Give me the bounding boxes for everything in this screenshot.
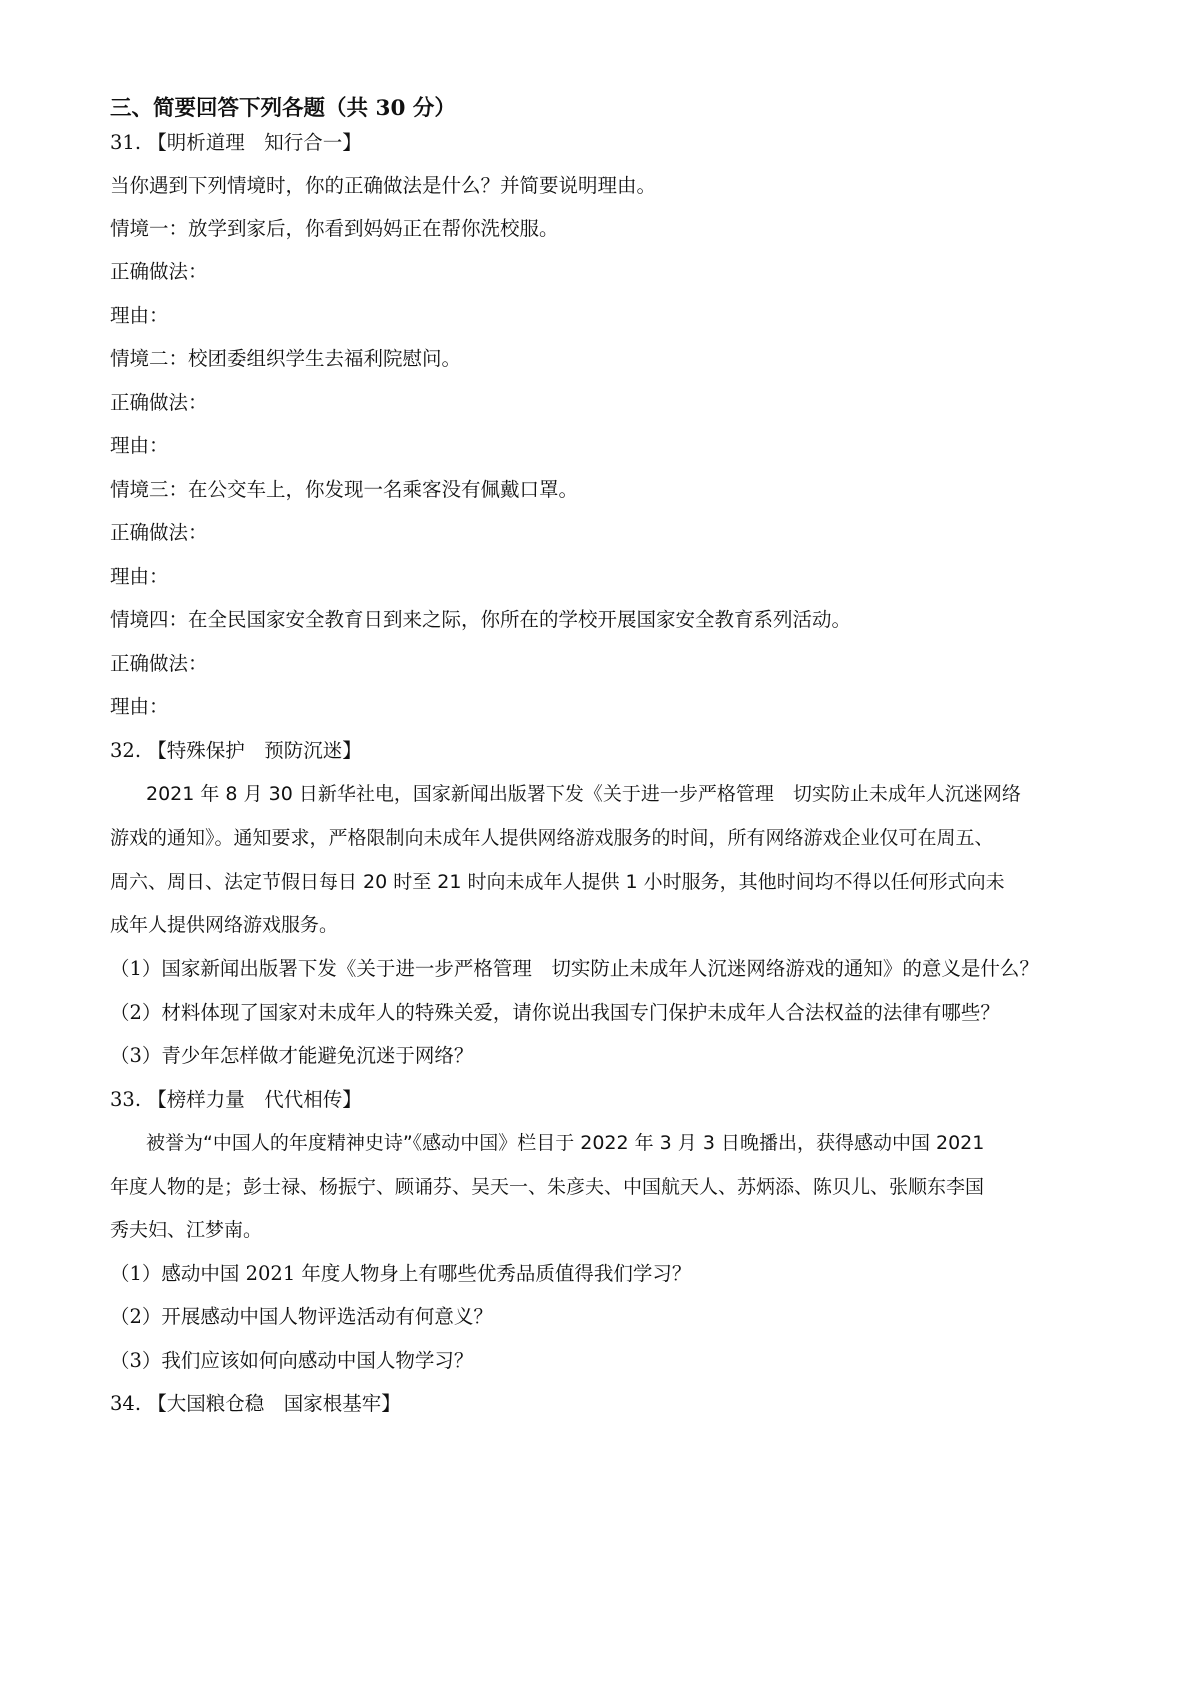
scenario-3-text: 情境三：在公交车上，你发现一名乘客没有佩戴口罩。 <box>110 478 579 501</box>
scenario-1-text: 情境一：放学到家后，你看到妈妈正在帮你洗校服。 <box>110 217 559 240</box>
scenario-2-reason-label: 理由： <box>110 434 169 457</box>
q33-question-3: （3）我们应该如何向感动中国人物学习？ <box>110 1349 474 1372</box>
q31-intro: 当你遇到下列情境时，你的正确做法是什么？并简要说明理由。 <box>110 174 657 197</box>
scenario-4-practice-label: 正确做法： <box>110 652 208 675</box>
scenario-2-practice-label: 正确做法： <box>110 391 208 414</box>
scenario-2-text: 情境二：校团委组织学生去福利院慰问。 <box>110 347 462 370</box>
scenario-4-reason-label: 理由： <box>110 695 169 718</box>
q31-title: 31. 【明析道理 知行合一】 <box>110 131 362 154</box>
q33-material-line: 被誉为“中国人的年度精神史诗”《感动中国》栏目于 2022 年 3 月 3 日晚播出，获得感动中国 2021 <box>146 1132 985 1154</box>
q32-title: 32. 【特殊保护 预防沉迷】 <box>110 739 362 762</box>
q32-question-1: （1）国家新闻出版署下发《关于进一步严格管理 切实防止未成年人沉迷网络游戏的通知》的意义是什么？ <box>110 957 1039 980</box>
section-heading: 三、简要回答下列各题（共 30 分） <box>110 96 456 121</box>
q33-question-1: （1）感动中国 2021 年度人物身上有哪些优秀品质值得我们学习？ <box>110 1262 692 1285</box>
q32-material-line: 2021 年 8 月 30 日新华社电，国家新闻出版署下发《关于进一步严格管理 切实防止未成年人沉迷网络 <box>146 783 1021 805</box>
q33-material-line: 秀夫妇、江梦南。 <box>110 1219 263 1241</box>
scenario-3-practice-label: 正确做法： <box>110 521 208 544</box>
scenario-4-text: 情境四：在全民国家安全教育日到来之际，你所在的学校开展国家安全教育系列活动。 <box>110 608 852 631</box>
q34-title: 34. 【大国粮仓稳 国家根基牢】 <box>110 1392 401 1415</box>
q32-question-2: （2）材料体现了国家对未成年人的特殊关爱，请你说出我国专门保护未成年人合法权益的法律有哪些？ <box>110 1001 1000 1024</box>
scenario-3-reason-label: 理由： <box>110 565 169 588</box>
q32-material-line: 成年人提供网络游戏服务。 <box>110 914 339 936</box>
q33-material-line: 年度人物的是；彭士禄、杨振宁、顾诵芬、吴天一、朱彦夫、中国航天人、苏炳添、陈贝儿、张顺东李国 <box>110 1176 985 1198</box>
q32-material-line: 周六、周日、法定节假日每日 20 时至 21 时向未成年人提供 1 小时服务，其他时间均不得以任何形式向未 <box>110 871 1005 893</box>
q32-question-3: （3）青少年怎样做才能避免沉迷于网络？ <box>110 1044 474 1067</box>
q33-question-2: （2）开展感动中国人物评选活动有何意义？ <box>110 1305 493 1328</box>
scenario-1-practice-label: 正确做法： <box>110 260 208 283</box>
scenario-1-reason-label: 理由： <box>110 304 169 327</box>
q33-title: 33. 【榜样力量 代代相传】 <box>110 1088 362 1111</box>
q32-material-line: 游戏的通知》。通知要求，严格限制向未成年人提供网络游戏服务的时间，所有网络游戏企业仅可在周五、 <box>110 827 994 849</box>
